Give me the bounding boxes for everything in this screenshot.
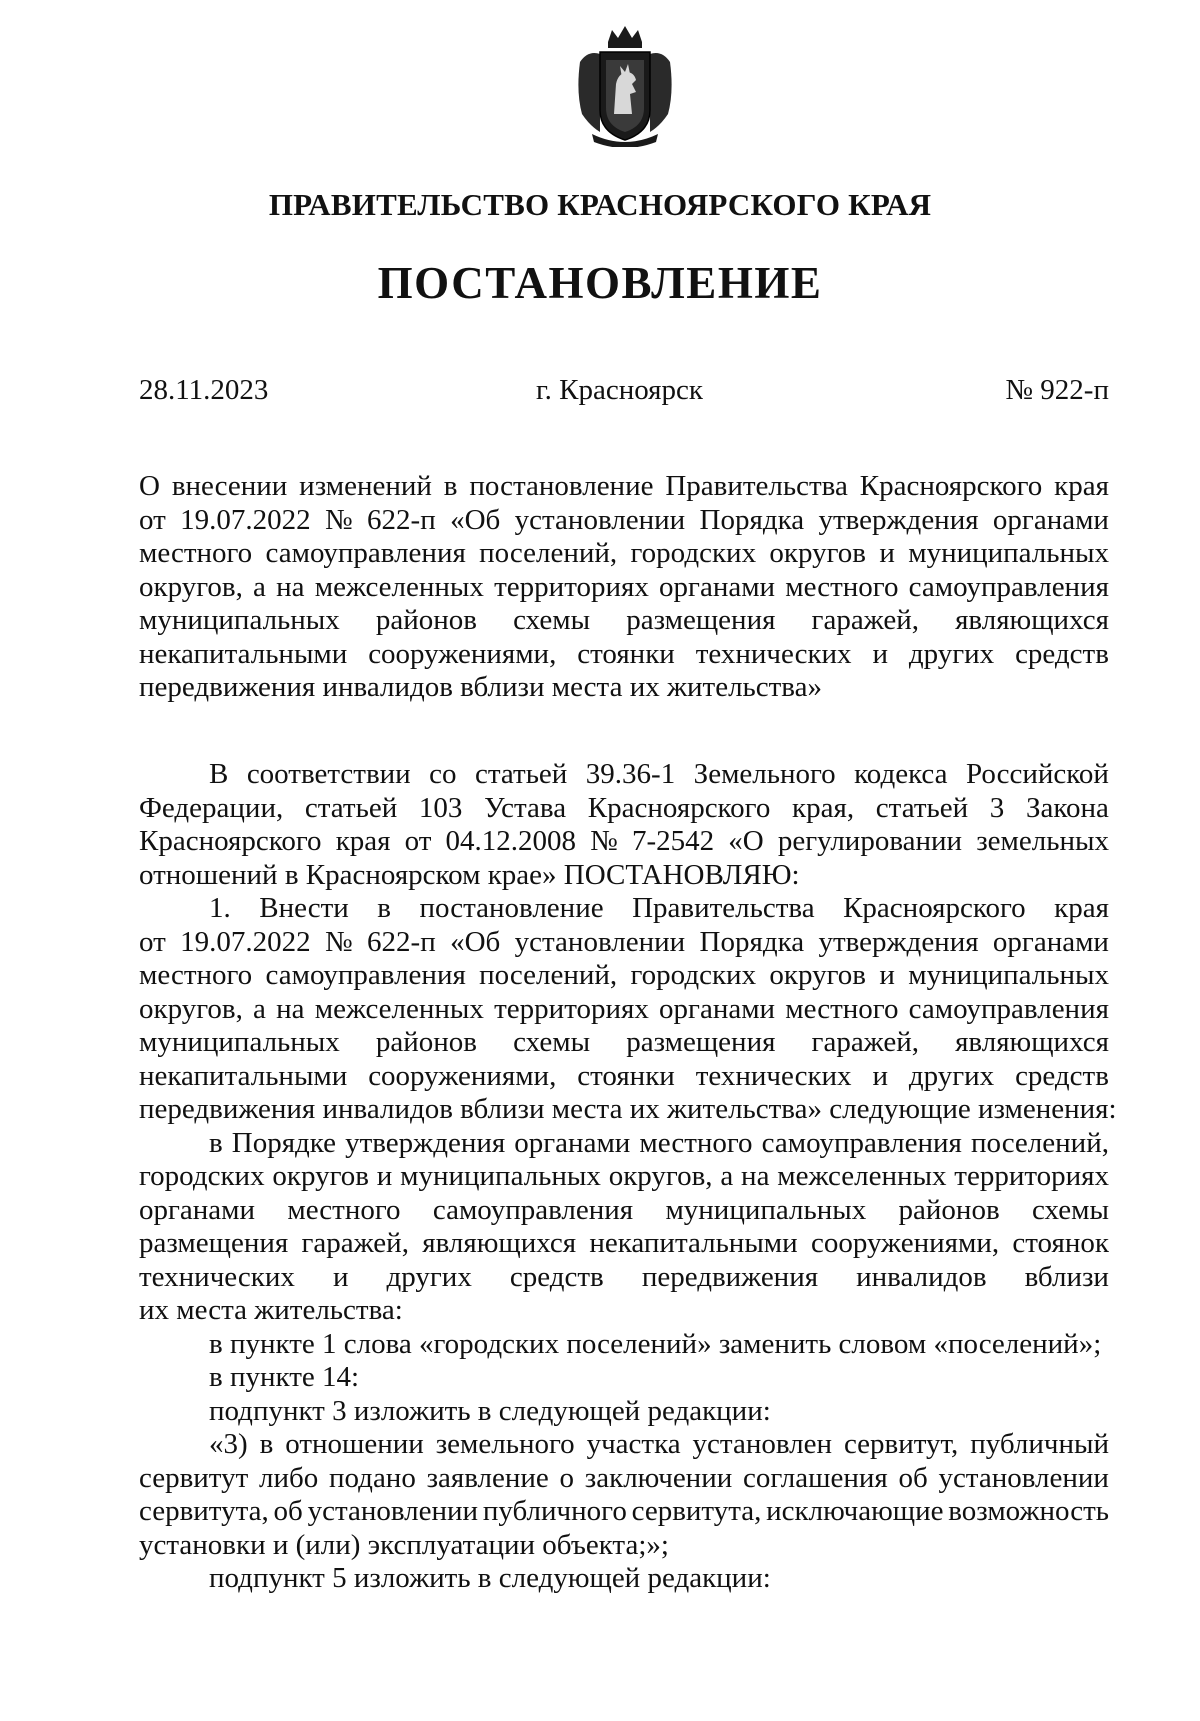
body-line: муниципальных районов схемы размещения гаражей, являющихся (139, 1026, 1109, 1058)
document-meta (139, 374, 1109, 414)
body-line: установки и (или) эксплуатации объекта;»; (139, 1528, 669, 1561)
body-line: округов, а на межселенных территориях органами местного самоуправления (139, 992, 1109, 1025)
document-body (139, 758, 1117, 1596)
document-city: г. Красноярск (536, 374, 703, 406)
body-line: технических и других средств передвижения инвалидов вблизи (139, 1260, 1109, 1293)
body-line: местного самоуправления поселений, городских округов и муниципальных (139, 959, 1109, 991)
body-line: в пункте 1 слова «городских поселений» заменить словом «поселений»; (209, 1327, 1102, 1360)
subject-line: некапитальными сооружениями, стоянки технических и других средств (139, 637, 1109, 670)
body-line: городских округов и муниципальных округов, а на межселенных территориях (139, 1160, 1109, 1192)
body-line: их места жительства: (139, 1294, 403, 1326)
body-line: В соответствии со статьей 39.36-1 Земельного кодекса Российской (209, 758, 1109, 790)
subject-line: от 19.07.2022 № 622-п «Об установлении Порядка утверждения органами (139, 503, 1109, 536)
body-line: 1. Внести в постановление Правительства Красноярского края (209, 892, 1109, 924)
body-line: в пункте 14: (209, 1361, 360, 1393)
body-line: Федерации, статьей 103 Устава Красноярского края, статьей 3 Закона (139, 791, 1109, 824)
body-line: Красноярского края от 04.12.2008 № 7-2542 «О регулировании земельных (139, 825, 1109, 857)
body-line: размещения гаражей, являющихся некапитальными сооружениями, стоянок (139, 1227, 1109, 1259)
body-line: органами местного самоуправления муниципальных районов схемы (139, 1193, 1109, 1226)
body-line: передвижения инвалидов вблизи места их жительства» следующие изменения: (139, 1093, 1117, 1125)
coat-of-arms-icon (570, 22, 680, 147)
document-number: № 922-п (1005, 374, 1109, 406)
document-date: 28.11.2023 (139, 374, 269, 406)
subject-line: передвижения инвалидов вблизи места их жительства» (139, 671, 822, 703)
body-line: некапитальными сооружениями, стоянки технических и других средств (139, 1059, 1109, 1092)
body-line: «3) в отношении земельного участка установлен сервитут, публичный (209, 1428, 1109, 1460)
body-line: сервитут либо подано заявление о заключении соглашения об установлении (139, 1461, 1109, 1494)
body-line: отношений в Красноярском крае» ПОСТАНОВЛЯЮ: (139, 858, 800, 891)
body-line: подпункт 3 изложить в следующей редакции: (209, 1394, 771, 1427)
body-line: подпункт 5 изложить в следующей редакции: (209, 1562, 771, 1594)
body-line: от 19.07.2022 № 622-п «Об установлении Порядка утверждения органами (139, 925, 1109, 958)
subject-line: местного самоуправления поселений, городских округов и муниципальных (139, 537, 1109, 569)
document-type-title: ПОСТАНОВЛЕНИЕ (377, 258, 823, 308)
body-line: в Порядке утверждения органами местного самоуправления поселений, (209, 1126, 1109, 1159)
subject-line: О внесении изменений в постановление Правительства Красноярского края (139, 470, 1109, 502)
document-subject (139, 470, 1109, 705)
organization-title: ПРАВИТЕЛЬСТВО КРАСНОЯРСКОГО КРАЯ (268, 187, 932, 222)
subject-line: округов, а на межселенных территориях органами местного самоуправления (139, 570, 1109, 603)
body-line: сервитута, об установлении публичного сервитута, исключающие возможность (139, 1495, 1109, 1527)
subject-line: муниципальных районов схемы размещения гаражей, являющихся (139, 604, 1109, 636)
